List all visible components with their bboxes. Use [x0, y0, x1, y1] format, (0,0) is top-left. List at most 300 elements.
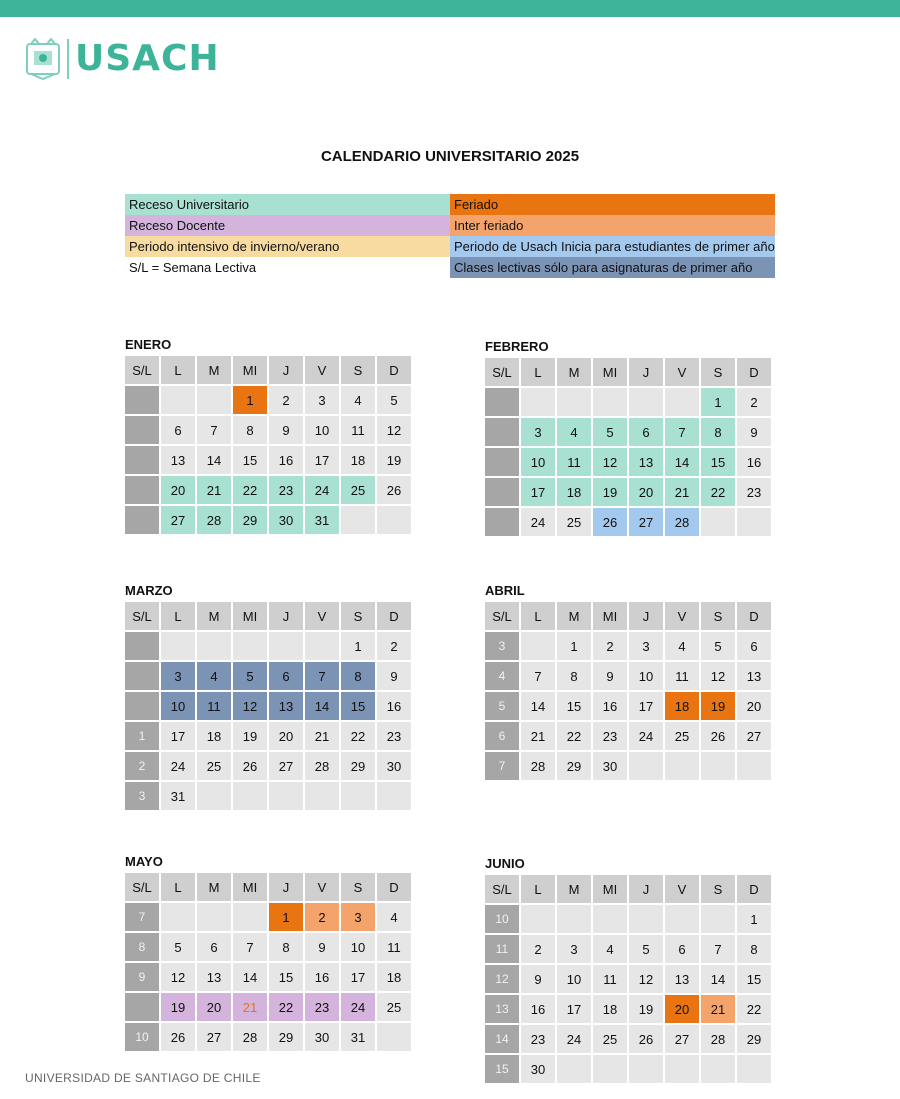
day-cell: 18	[665, 692, 699, 720]
day-cell: 16	[377, 692, 411, 720]
day-cell: 13	[665, 965, 699, 993]
week-number-cell: 5	[485, 692, 519, 720]
month-abril	[485, 580, 775, 780]
day-cell: 14	[197, 446, 231, 474]
day-cell: 8	[341, 662, 375, 690]
month-grid	[125, 602, 415, 810]
day-cell: 23	[521, 1025, 555, 1053]
empty-day-cell	[629, 905, 663, 933]
day-cell: 2	[737, 388, 771, 416]
month-grid	[485, 358, 775, 536]
weekday-header: S	[341, 602, 375, 630]
month-title: JUNIO	[485, 856, 525, 871]
weekday-header: V	[665, 875, 699, 903]
day-cell: 30	[269, 506, 303, 534]
week-number-cell: 2	[125, 752, 159, 780]
day-cell: 13	[737, 662, 771, 690]
empty-day-cell	[557, 905, 591, 933]
day-cell: 13	[197, 963, 231, 991]
day-cell: 17	[557, 995, 591, 1023]
day-cell: 14	[701, 965, 735, 993]
weekday-header: MI	[593, 358, 627, 386]
empty-day-cell	[629, 1055, 663, 1083]
day-cell: 7	[521, 662, 555, 690]
day-cell: 13	[269, 692, 303, 720]
empty-day-cell	[197, 903, 231, 931]
day-cell: 5	[629, 935, 663, 963]
day-cell: 18	[341, 446, 375, 474]
weekday-header: MI	[233, 356, 267, 384]
day-cell: 11	[377, 933, 411, 961]
day-cell: 14	[233, 963, 267, 991]
legend-item: S/L = Semana Lectiva	[125, 257, 450, 278]
day-cell: 20	[737, 692, 771, 720]
day-cell: 21	[197, 476, 231, 504]
day-cell: 6	[665, 935, 699, 963]
day-cell: 22	[269, 993, 303, 1021]
day-cell: 14	[665, 448, 699, 476]
day-cell: 14	[305, 692, 339, 720]
empty-day-cell	[521, 905, 555, 933]
day-cell: 6	[269, 662, 303, 690]
legend-item: Feriado	[450, 194, 775, 215]
day-cell: 4	[665, 632, 699, 660]
day-cell: 26	[701, 722, 735, 750]
day-cell: 26	[233, 752, 267, 780]
week-number-cell: 10	[485, 905, 519, 933]
day-cell: 15	[233, 446, 267, 474]
empty-day-cell	[701, 752, 735, 780]
week-number-cell	[485, 478, 519, 506]
day-cell: 8	[737, 935, 771, 963]
legend-item: Inter feriado	[450, 215, 775, 236]
weekday-header: V	[305, 356, 339, 384]
legend-row	[125, 257, 775, 278]
day-cell: 13	[629, 448, 663, 476]
weekday-header: S/L	[125, 873, 159, 901]
weekday-header: M	[557, 358, 591, 386]
day-cell: 6	[197, 933, 231, 961]
day-cell: 25	[593, 1025, 627, 1053]
day-cell: 24	[305, 476, 339, 504]
legend-row	[125, 215, 775, 236]
top-accent-bar	[0, 0, 900, 17]
day-cell: 7	[665, 418, 699, 446]
day-cell: 26	[161, 1023, 195, 1051]
day-cell: 7	[305, 662, 339, 690]
day-cell: 19	[593, 478, 627, 506]
day-cell: 31	[305, 506, 339, 534]
week-number-cell: 9	[125, 963, 159, 991]
day-cell: 24	[629, 722, 663, 750]
day-cell: 1	[737, 905, 771, 933]
day-cell: 3	[305, 386, 339, 414]
weekday-header: L	[521, 358, 555, 386]
day-cell: 7	[197, 416, 231, 444]
day-cell: 5	[377, 386, 411, 414]
empty-day-cell	[341, 782, 375, 810]
week-number-cell	[485, 418, 519, 446]
week-number-cell	[125, 692, 159, 720]
week-number-cell: 3	[125, 782, 159, 810]
day-cell: 23	[737, 478, 771, 506]
day-cell: 21	[305, 722, 339, 750]
day-cell: 3	[557, 935, 591, 963]
day-cell: 28	[197, 506, 231, 534]
day-cell: 2	[269, 386, 303, 414]
weekday-header: L	[161, 873, 195, 901]
weekday-header: L	[161, 356, 195, 384]
day-cell: 28	[233, 1023, 267, 1051]
day-cell: 12	[593, 448, 627, 476]
day-cell: 5	[701, 632, 735, 660]
weekday-header: D	[737, 358, 771, 386]
weekday-header: MI	[593, 602, 627, 630]
empty-day-cell	[269, 782, 303, 810]
week-number-cell: 10	[125, 1023, 159, 1051]
empty-day-cell	[665, 388, 699, 416]
day-cell: 16	[269, 446, 303, 474]
empty-day-cell	[233, 903, 267, 931]
empty-day-cell	[701, 508, 735, 536]
day-cell: 20	[269, 722, 303, 750]
month-mayo	[125, 851, 415, 1051]
week-number-cell: 3	[485, 632, 519, 660]
day-cell: 27	[197, 1023, 231, 1051]
week-number-cell: 11	[485, 935, 519, 963]
usach-logo	[25, 38, 220, 80]
footer-university-name: UNIVERSIDAD DE SANTIAGO DE CHILE	[25, 1071, 261, 1085]
day-cell: 2	[377, 632, 411, 660]
day-cell: 21	[233, 993, 267, 1021]
day-cell: 3	[341, 903, 375, 931]
day-cell: 11	[665, 662, 699, 690]
week-number-cell: 12	[485, 965, 519, 993]
day-cell: 20	[665, 995, 699, 1023]
day-cell: 19	[233, 722, 267, 750]
day-cell: 10	[305, 416, 339, 444]
weekday-header: V	[305, 602, 339, 630]
month-title: MARZO	[125, 583, 173, 598]
day-cell: 15	[341, 692, 375, 720]
week-number-cell	[485, 388, 519, 416]
day-cell: 21	[521, 722, 555, 750]
month-grid	[125, 873, 415, 1051]
day-cell: 30	[377, 752, 411, 780]
day-cell: 26	[593, 508, 627, 536]
day-cell: 10	[629, 662, 663, 690]
day-cell: 18	[593, 995, 627, 1023]
day-cell: 1	[233, 386, 267, 414]
day-cell: 27	[161, 506, 195, 534]
day-cell: 2	[305, 903, 339, 931]
day-cell: 29	[269, 1023, 303, 1051]
day-cell: 19	[161, 993, 195, 1021]
weekday-header: M	[197, 602, 231, 630]
empty-day-cell	[737, 1055, 771, 1083]
day-cell: 27	[665, 1025, 699, 1053]
day-cell: 5	[233, 662, 267, 690]
month-title: FEBRERO	[485, 339, 549, 354]
empty-day-cell	[629, 752, 663, 780]
day-cell: 16	[521, 995, 555, 1023]
day-cell: 6	[161, 416, 195, 444]
week-number-cell: 4	[485, 662, 519, 690]
day-cell: 16	[737, 448, 771, 476]
day-cell: 9	[377, 662, 411, 690]
month-febrero	[485, 336, 775, 536]
day-cell: 17	[629, 692, 663, 720]
weekday-header: J	[269, 356, 303, 384]
week-number-cell: 1	[125, 722, 159, 750]
day-cell: 14	[521, 692, 555, 720]
day-cell: 7	[233, 933, 267, 961]
day-cell: 23	[377, 722, 411, 750]
legend	[125, 194, 775, 278]
empty-day-cell	[593, 905, 627, 933]
empty-day-cell	[629, 388, 663, 416]
weekday-header: M	[557, 602, 591, 630]
weekday-header: J	[629, 875, 663, 903]
weekday-header: S	[701, 358, 735, 386]
week-number-cell: 13	[485, 995, 519, 1023]
day-cell: 19	[377, 446, 411, 474]
day-cell: 22	[557, 722, 591, 750]
day-cell: 24	[341, 993, 375, 1021]
day-cell: 6	[737, 632, 771, 660]
day-cell: 10	[341, 933, 375, 961]
day-cell: 3	[521, 418, 555, 446]
weekday-header: V	[665, 602, 699, 630]
week-number-cell	[125, 993, 159, 1021]
month-grid	[125, 356, 415, 534]
empty-day-cell	[305, 632, 339, 660]
day-cell: 28	[305, 752, 339, 780]
week-number-cell	[485, 448, 519, 476]
week-number-cell	[125, 386, 159, 414]
day-cell: 12	[629, 965, 663, 993]
legend-item: Receso Docente	[125, 215, 450, 236]
weekday-header: J	[269, 873, 303, 901]
day-cell: 5	[593, 418, 627, 446]
logo-separator	[67, 39, 69, 79]
empty-day-cell	[197, 782, 231, 810]
day-cell: 25	[557, 508, 591, 536]
day-cell: 24	[521, 508, 555, 536]
legend-row	[125, 194, 775, 215]
day-cell: 29	[557, 752, 591, 780]
weekday-header: J	[269, 602, 303, 630]
empty-day-cell	[521, 388, 555, 416]
day-cell: 9	[593, 662, 627, 690]
day-cell: 15	[269, 963, 303, 991]
day-cell: 29	[233, 506, 267, 534]
week-number-cell	[125, 476, 159, 504]
empty-day-cell	[557, 1055, 591, 1083]
day-cell: 11	[557, 448, 591, 476]
week-number-cell	[125, 506, 159, 534]
weekday-header: J	[629, 602, 663, 630]
university-crest-icon	[25, 38, 61, 80]
empty-day-cell	[341, 506, 375, 534]
day-cell: 21	[701, 995, 735, 1023]
weekday-header: M	[197, 873, 231, 901]
weekday-header: S	[341, 356, 375, 384]
empty-day-cell	[737, 752, 771, 780]
day-cell: 8	[269, 933, 303, 961]
day-cell: 24	[161, 752, 195, 780]
empty-day-cell	[665, 752, 699, 780]
day-cell: 9	[737, 418, 771, 446]
weekday-header: S/L	[485, 875, 519, 903]
day-cell: 4	[197, 662, 231, 690]
weekday-header: S	[701, 602, 735, 630]
day-cell: 7	[701, 935, 735, 963]
empty-day-cell	[161, 632, 195, 660]
brand-wordmark: USACH	[75, 38, 220, 79]
day-cell: 8	[701, 418, 735, 446]
day-cell: 11	[197, 692, 231, 720]
day-cell: 22	[233, 476, 267, 504]
weekday-header: S	[701, 875, 735, 903]
weekday-header: D	[737, 875, 771, 903]
day-cell: 29	[341, 752, 375, 780]
day-cell: 27	[629, 508, 663, 536]
day-cell: 22	[341, 722, 375, 750]
day-cell: 18	[197, 722, 231, 750]
day-cell: 1	[701, 388, 735, 416]
week-number-cell: 7	[485, 752, 519, 780]
weekday-header: MI	[593, 875, 627, 903]
empty-day-cell	[377, 1023, 411, 1051]
month-junio	[485, 853, 775, 1083]
weekday-header: D	[377, 873, 411, 901]
empty-day-cell	[233, 782, 267, 810]
day-cell: 25	[377, 993, 411, 1021]
week-number-cell: 6	[485, 722, 519, 750]
weekday-header: L	[521, 602, 555, 630]
day-cell: 16	[305, 963, 339, 991]
empty-day-cell	[197, 386, 231, 414]
page-title: CALENDARIO UNIVERSITARIO 2025	[320, 148, 580, 165]
day-cell: 1	[341, 632, 375, 660]
day-cell: 17	[305, 446, 339, 474]
month-enero	[125, 334, 415, 534]
day-cell: 17	[161, 722, 195, 750]
day-cell: 4	[341, 386, 375, 414]
day-cell: 22	[701, 478, 735, 506]
weekday-header: M	[197, 356, 231, 384]
day-cell: 30	[593, 752, 627, 780]
day-cell: 11	[593, 965, 627, 993]
month-marzo	[125, 580, 415, 810]
legend-item: Periodo intensivo de invierno/verano	[125, 236, 450, 257]
week-number-cell: 7	[125, 903, 159, 931]
empty-day-cell	[233, 632, 267, 660]
week-number-cell	[125, 662, 159, 690]
day-cell: 8	[233, 416, 267, 444]
day-cell: 25	[341, 476, 375, 504]
day-cell: 8	[557, 662, 591, 690]
empty-day-cell	[305, 782, 339, 810]
day-cell: 9	[521, 965, 555, 993]
day-cell: 17	[521, 478, 555, 506]
legend-row	[125, 236, 775, 257]
day-cell: 25	[665, 722, 699, 750]
month-grid	[485, 875, 775, 1083]
legend-item: Receso Universitario	[125, 194, 450, 215]
weekday-header: M	[557, 875, 591, 903]
weekday-header: S	[341, 873, 375, 901]
weekday-header: D	[737, 602, 771, 630]
week-number-cell: 14	[485, 1025, 519, 1053]
day-cell: 2	[521, 935, 555, 963]
day-cell: 28	[701, 1025, 735, 1053]
day-cell: 15	[737, 965, 771, 993]
day-cell: 6	[629, 418, 663, 446]
empty-day-cell	[161, 903, 195, 931]
day-cell: 30	[521, 1055, 555, 1083]
empty-day-cell	[269, 632, 303, 660]
day-cell: 29	[737, 1025, 771, 1053]
day-cell: 3	[629, 632, 663, 660]
day-cell: 1	[269, 903, 303, 931]
day-cell: 4	[557, 418, 591, 446]
day-cell: 10	[557, 965, 591, 993]
empty-day-cell	[377, 782, 411, 810]
weekday-header: L	[521, 875, 555, 903]
day-cell: 19	[629, 995, 663, 1023]
empty-day-cell	[665, 1055, 699, 1083]
empty-day-cell	[593, 1055, 627, 1083]
empty-day-cell	[593, 388, 627, 416]
empty-day-cell	[197, 632, 231, 660]
empty-day-cell	[701, 1055, 735, 1083]
day-cell: 23	[269, 476, 303, 504]
weekday-header: S/L	[125, 356, 159, 384]
week-number-cell	[125, 446, 159, 474]
day-cell: 18	[377, 963, 411, 991]
week-number-cell: 8	[125, 933, 159, 961]
month-grid	[485, 602, 775, 780]
day-cell: 12	[701, 662, 735, 690]
day-cell: 19	[701, 692, 735, 720]
day-cell: 12	[161, 963, 195, 991]
empty-day-cell	[521, 632, 555, 660]
empty-day-cell	[737, 508, 771, 536]
day-cell: 9	[269, 416, 303, 444]
day-cell: 27	[269, 752, 303, 780]
legend-item: Periodo de Usach Inicia para estudiantes de primer año	[450, 236, 775, 257]
day-cell: 28	[665, 508, 699, 536]
day-cell: 31	[341, 1023, 375, 1051]
day-cell: 11	[341, 416, 375, 444]
weekday-header: L	[161, 602, 195, 630]
day-cell: 18	[557, 478, 591, 506]
day-cell: 1	[557, 632, 591, 660]
legend-item: Clases lectivas sólo para asignaturas de primer año	[450, 257, 775, 278]
empty-day-cell	[701, 905, 735, 933]
weekday-header: S/L	[485, 602, 519, 630]
weekday-header: J	[629, 358, 663, 386]
weekday-header: D	[377, 602, 411, 630]
day-cell: 26	[629, 1025, 663, 1053]
weekday-header: V	[305, 873, 339, 901]
day-cell: 31	[161, 782, 195, 810]
week-number-cell	[125, 632, 159, 660]
weekday-header: MI	[233, 873, 267, 901]
day-cell: 4	[593, 935, 627, 963]
